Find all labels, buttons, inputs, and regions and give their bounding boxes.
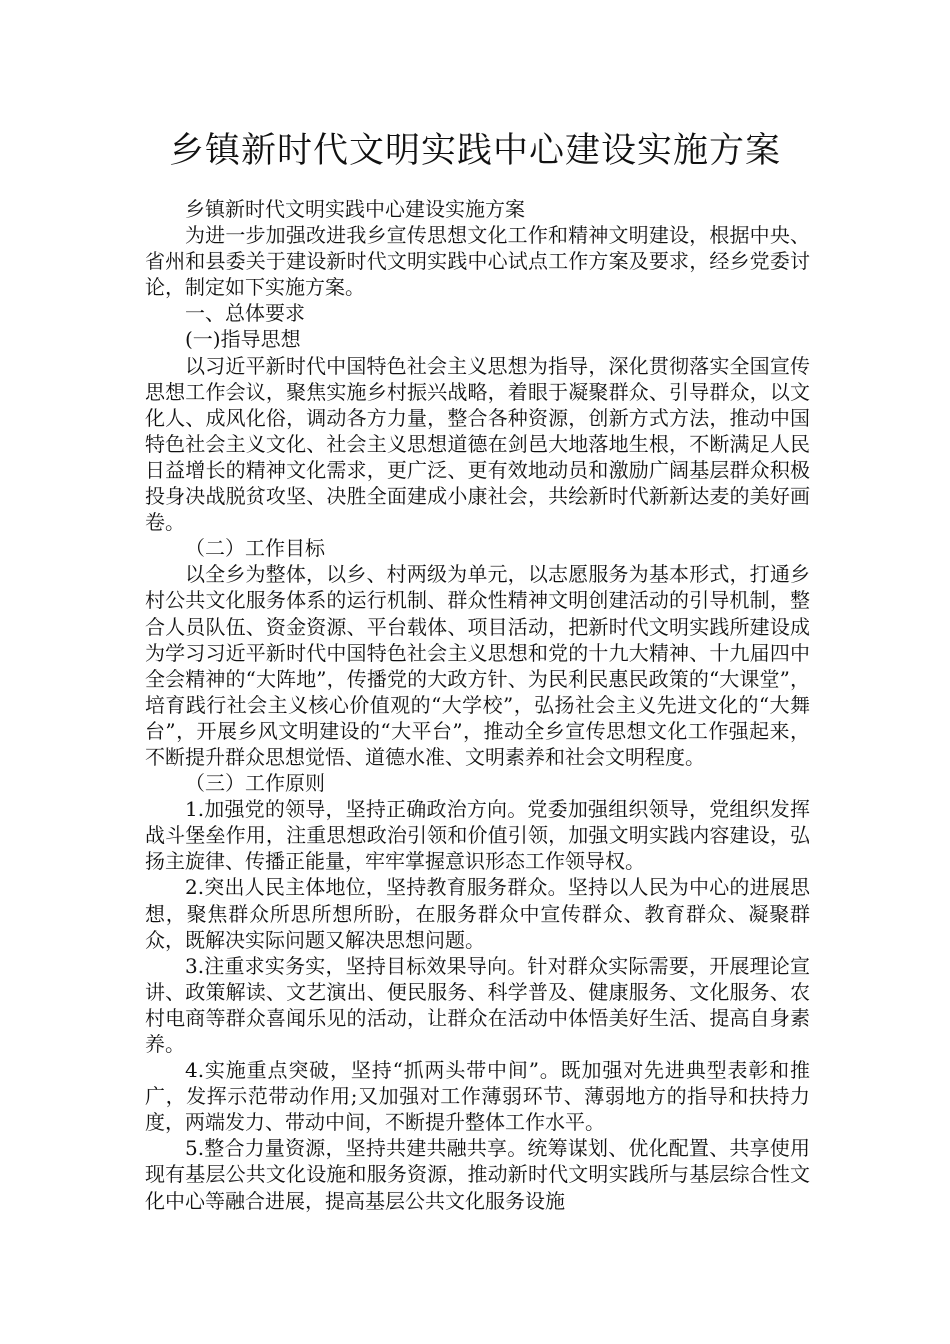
paragraph-principle-2: 2.突出人民主体地位，坚持教育服务群众。坚持以人民为中心的进展思想，聚焦群众所思所想所盼，在服务群众中宣传群众、教育群众、凝聚群众，既解决实际问题又解决思想问题。: [145, 875, 810, 952]
section-heading-general-requirements: 一、总体要求: [185, 301, 305, 326]
paragraph-principle-4: 4.实施重点突破，坚持“抓两头带中间”。既加强对先进典型表彰和推广，发挥示范带动作用;又加强对工作薄弱环节、薄弱地方的指导和扶持力度，两端发力、带动中间，不断提升整体工作水平。: [145, 1058, 810, 1135]
subsection-heading-work-goals: （二）工作目标: [185, 536, 325, 561]
paragraph-principle-5: 5.整合力量资源，坚持共建共融共享。统筹谋划、优化配置、共享使用现有基层公共文化设施和服务资源，推动新时代文明实践所与基层综合性文化中心等融合进展，提高基层公共文化服务设施: [145, 1136, 810, 1213]
paragraph-subtitle: 乡镇新时代文明实践中心建设实施方案: [185, 197, 525, 221]
document-body: [145, 196, 810, 1214]
document-title: 乡镇新时代文明实践中心建设实施方案: [168, 131, 781, 171]
paragraph-principle-3: 3.注重求实务实，坚持目标效果导向。针对群众实际需要，开展理论宣讲、政策解读、文艺演出、便民服务、科学普及、健康服务、文化服务、农村电商等群众喜闻乐见的活动，让群众在活动中体悟美好生活、提高自身素养。: [145, 953, 810, 1056]
paragraph-principle-1: 1.加强党的领导，坚持正确政治方向。党委加强组织领导，党组织发挥战斗堡垒作用，注重思想政治引领和价值引领，加强文明实践内容建设，弘扬主旋律、传播正能量，牢牢掌握意识形态工作领导权。: [145, 797, 810, 874]
subsection-heading-guiding-ideology: (一)指导思想: [185, 327, 301, 352]
paragraph-intro: 为进一步加强改进我乡宣传思想文化工作和精神文明建设，根据中央、省州和县委关于建设新时代文明实践中心试点工作方案及要求，经乡党委讨论，制定如下实施方案。: [145, 223, 810, 300]
subsection-heading-work-principles: （三）工作原则: [185, 771, 325, 796]
paragraph-guiding-ideology: 以习近平新时代中国特色社会主义思想为指导，深化贯彻落实全国宣传思想工作会议，聚焦实施乡村振兴战略，着眼于凝聚群众、引导群众，以文化人、成风化俗，调动各方力量，整合各种资源，创新方式方法，推动中国特色社会主义文化、社会主义思想道德在剑邑大地落地生根，不断满足人民日益增长的精神文化需求，更广泛、更有效地动员和激励广阔基层群众积极投身决战脱贫攻坚、决胜全面建成小康社会，共绘新时代新新达麦的美好画卷。: [145, 353, 810, 535]
paragraph-work-goals: 以全乡为整体，以乡、村两级为单元，以志愿服务为基本形式，打通乡村公共文化服务体系的运行机制、群众性精神文明创建活动的引导机制，整合人员队伍、资金资源、平台载体、项目活动，把新时代文明实践所建设成为学习习近平新时代中国特色社会主义思想和党的十九大精神、十九届四中全会精神的“大阵地”，传播党的大政方针、为民利民惠民政策的“大课堂”，培育践行社会主义核心价值观的“大学校”，弘扬社会主义先进文化的“大舞台”，开展乡风文明建设的“大平台”，推动全乡宣传思想文化工作强起来，不断提升群众思想觉悟、道德水准、文明素养和社会文明程度。: [145, 562, 810, 769]
